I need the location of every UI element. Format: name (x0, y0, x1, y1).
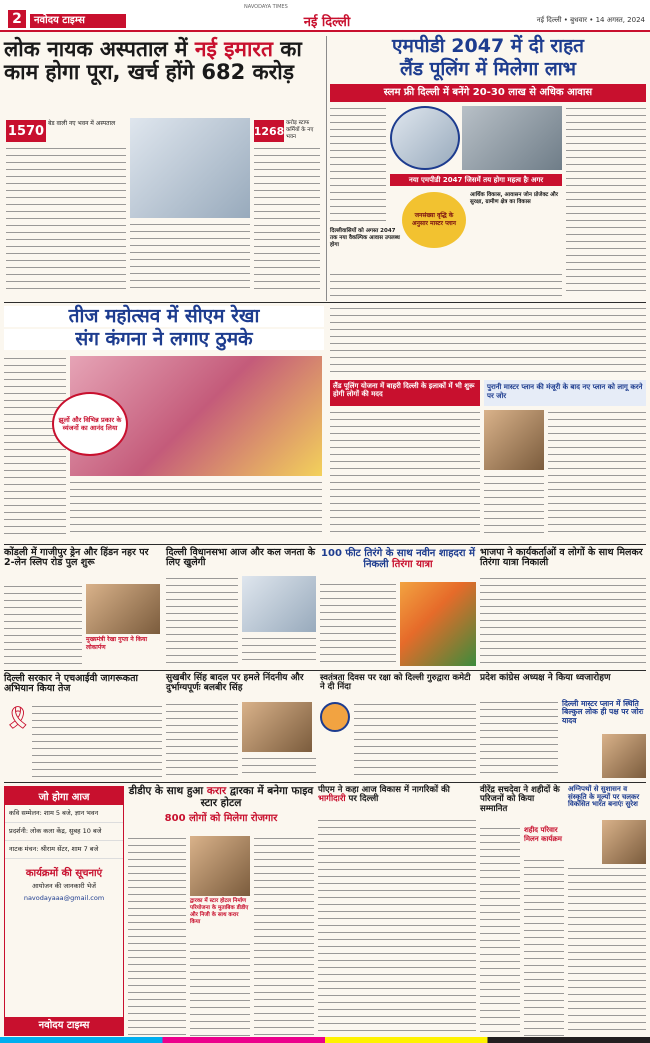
horizontal-rule-1 (4, 302, 646, 303)
tiranga-story (320, 548, 476, 666)
assembly-headline: दिल्ली विधानसभा आज और कल जनता के लिए खुलेगी (166, 547, 316, 569)
land-body-text (330, 306, 646, 376)
notice-email: navodayaaa@gmail.com (23, 894, 105, 902)
hospital-headline-part2: का काम होगा पूरा, खर्च होंगे 682 करोड़ (4, 37, 302, 85)
sukhbir-story (166, 674, 316, 778)
teej-story (4, 306, 324, 540)
bjp-yatra-headline: भाजपा ने कार्यकर्ताओं व लोगों के साथ मिलकर तिरंगा यात्रा निकाली (480, 547, 643, 569)
dwarka-headline-part1: डीडीए के साथ हुआ (128, 785, 204, 797)
sidebar-footer-brand: नवोदय टाइम्स (5, 1017, 123, 1035)
hospital-headline-part1: लोक नायक अस्पताल में (4, 37, 188, 61)
horizontal-rule-4 (4, 782, 646, 783)
hospital-story (4, 38, 322, 296)
mpd-body-text-2 (566, 106, 646, 296)
bjp-yatra-body-text (480, 576, 646, 666)
balbir-singh-photo (242, 702, 312, 752)
mpd-headline-line1: एमपीडी 2047 में दी राहत (392, 35, 584, 57)
congress-story (480, 674, 646, 696)
mpd-bubble (402, 192, 466, 248)
mpd-headline-line2: लैंड पूलिंग में मिलेगा लाभ (399, 57, 577, 80)
hospital-body-text (6, 146, 126, 292)
kondli-story (4, 548, 162, 666)
horizontal-rule-3 (4, 670, 646, 671)
events-sidebar (4, 786, 124, 1036)
hospital-headline-highlight: नई इमारत (194, 37, 273, 61)
mpd-story (330, 36, 646, 296)
paper-name: नवोदय टाइम्स (30, 14, 126, 28)
hospital-headline (4, 38, 322, 84)
congress-headline: प्रदेश कांग्रेस अध्यक्ष ने किया ध्वजारोहण (480, 673, 611, 683)
stat1-label: बेड वाली नए भवन में अस्पताल (48, 120, 116, 127)
land-body-text-3 (548, 410, 646, 538)
teej-headline-line2: संग कंगना ने लगाए ठुमके (4, 329, 324, 350)
hospital-body-text-3 (254, 146, 320, 292)
dwarka-body-text (128, 836, 186, 1036)
suresh-headline: अग्निपथों से सुशासन व संस्कृति के मूल्यों पर चलकर विकसित भारत बनाएंः सुरेश (568, 785, 640, 809)
suresh-body-text (568, 866, 646, 1036)
dwarka-headline-highlight: करार (206, 785, 227, 797)
section-title: नई दिल्ली (303, 15, 351, 30)
land-pooling-story (330, 306, 646, 540)
stat2-number: 1268 (254, 120, 284, 142)
assembly-building-photo (242, 576, 316, 632)
dwarka-subhead: 800 लोगों को मिलेगा रोजगार (164, 813, 278, 825)
date-line: नई दिल्ली • बुधवार • 14 अगस्त, 2024 (536, 16, 645, 24)
master-plan-story (562, 700, 646, 778)
dda-official-photo (190, 836, 250, 896)
teej-headline-line1: तीज महोत्सव में सीएम रेखा (4, 306, 324, 327)
hiv-body-text (32, 704, 162, 778)
land-headline: लैंड पूलिंग योजना में बाहरी दिल्ली के इलाकों में भी शुरू होगी लोगों की मदद (330, 380, 480, 406)
event-item-2: प्रदर्शनी: लोक कला केंद्र, सुबह 10 बजे (5, 823, 123, 841)
page-number: 2 (8, 10, 26, 28)
sachdeva-headline: वीरेंद्र सचदेवा ने शहीदों के परिजनों को किया सम्मानित (480, 785, 560, 814)
kondli-quote: मुख्यमंत्री रेखा गुप्ता ने किया लोकार्पण (86, 636, 148, 651)
sachdeva-body-text (480, 826, 520, 1036)
event-item-3: नाटक मंचन: श्रीराम सेंटर, शाम 7 बजे (5, 841, 123, 859)
hospital-rendering-image (130, 118, 250, 218)
events-title: जो होगा आज (5, 787, 123, 805)
event-item-1: कवि सम्मेलन: शाम 5 बजे, ज्ञान भवन (5, 805, 123, 823)
tiranga-headline-part1: 100 फीट तिरंगे के साथ नवीन शाहदरा में निकली (321, 548, 475, 570)
sukhbir-headline: सुखबीर सिंह बादल पर हमले निंदनीय और दुर्भाग्यपूर्णः बलबीर सिंह (166, 673, 304, 693)
pm-headline (318, 786, 476, 805)
cm-photo (86, 584, 160, 634)
mpd-body-text (330, 106, 386, 226)
pm-headline-part1: पीएम ने कहा आज विकास में नागरिकों की (318, 785, 450, 795)
stat1-number: 1570 (6, 120, 46, 142)
tiranga-headline (320, 548, 476, 570)
gurudwara-story (320, 674, 476, 778)
bjp-yatra-story (480, 548, 646, 666)
assembly-body-text (166, 576, 238, 666)
city-skyline-image (462, 106, 562, 170)
sukhbir-body-text-2 (242, 756, 316, 778)
hiv-headline: दिल्ली सरकार ने एचआईवी जागरूकता अभियान किया तेज (4, 673, 138, 695)
sachdeva-subhead: शहीद परिवार मिलन कार्यक्रम (524, 826, 562, 843)
horizontal-rule-2 (4, 544, 646, 545)
bottom-color-strip (0, 1037, 650, 1043)
red-ribbon-icon: 🎗 (4, 706, 32, 731)
pm-headline-highlight: भागीदारी (318, 794, 346, 805)
dwarka-headline-part2: द्वारका में बनेगा फाइव स्टार होटल (200, 785, 314, 809)
dwarka-headline (128, 786, 314, 809)
notice-title: कार्यक्रमों की सूचनाएं (25, 868, 103, 879)
small-caption: NAVODAYA TIMES (244, 4, 288, 10)
tiranga-photo (400, 582, 476, 666)
pm-body-text (318, 818, 476, 1036)
building-photo (484, 410, 544, 470)
dwarka-body-text-3 (254, 836, 314, 1036)
dwarka-body-text-2 (190, 942, 250, 1036)
mpd-body-text-3 (330, 272, 562, 296)
dwarka-story (128, 786, 314, 1036)
land-body-text-2 (330, 410, 480, 538)
mpd-note-left: दिल्लीवासियों को अगस्त 2047 तक नया वैकल्पिक आवास उपलब्ध होगा (330, 228, 400, 248)
pm-headline-part2: पर दिल्ली (348, 794, 379, 805)
assembly-body-text-2 (242, 636, 316, 666)
yadav-photo (602, 734, 646, 778)
sachdeva-body-text-2 (524, 858, 564, 1036)
gurudwara-emblem-icon (320, 702, 350, 732)
kondli-headline: कोंडली में गाजीपुर ड्रेन और हिंडन नहर पर 2-लेन स्लिप रोड पुल शुरू (4, 547, 149, 569)
column-divider (326, 36, 327, 301)
suresh-photo (602, 820, 646, 864)
dwarka-caption: द्वारका में स्टार होटल निर्माण परियोजना के मुताबिक डीडीए और निजी के साथ करार किया (190, 898, 249, 925)
masthead (0, 0, 650, 32)
assembly-story (166, 548, 316, 666)
teej-callout (52, 392, 128, 456)
pm-story (318, 786, 476, 1036)
hiv-story (4, 674, 162, 778)
notice-text: आयोजन की जानकारी भेजें (32, 882, 96, 890)
suresh-story (568, 786, 646, 1036)
sachdeva-story (480, 786, 646, 1036)
mpd-note-right: आर्थिक विकास, आवासन जोन प्रोजेक्ट और सुरक्षा, ग्रामीण क्षेत्र का विकास (470, 192, 559, 205)
land-body-text-4 (484, 474, 544, 538)
stat2-label: करोड़ स्टाफ कर्मियों के नए भवन (286, 120, 314, 140)
tiranga-body-text (320, 582, 396, 666)
mpd-subhead: स्लम फ्री दिल्ली में बनेंगे 20-30 लाख से अधिक आवास (330, 84, 646, 102)
master-plan-headline: दिल्ली मास्टर प्लान में स्थिति बिल्कुल लोक ही पक्ष पर जोरः यादव (562, 699, 644, 725)
gurudwara-body-text (354, 702, 476, 778)
congress-body-text (480, 700, 558, 778)
land-box-title: पुरानी मास्टर प्लान की मंजूरी के बाद नए प्लान को लागू करने पर जोर (484, 380, 646, 406)
teej-body-text-2 (70, 480, 322, 536)
dda-logo-image (390, 106, 460, 170)
sukhbir-body-text (166, 702, 238, 778)
kondli-body-text (4, 584, 82, 666)
gurudwara-headline: स्वतंत्रता दिवस पर रक्षा को दिल्ली गुरुद्वारा कमेटी ने दी निंदा (320, 673, 471, 693)
mpd-banner-caption: नया एमपीडी 2047 जिसमें तय होगा महत्व हैः अगर (390, 174, 562, 186)
mpd-bubble-text: जनसंख्या वृद्धि के अनुसार मास्टर प्लान (411, 212, 457, 227)
teej-body-text (4, 356, 66, 536)
hospital-body-text-2 (130, 222, 250, 292)
teej-callout-text: झूलों और विभिन्न प्रकार के व्यंजनों का आनंद लिया (58, 416, 122, 432)
tiranga-headline-highlight: तिरंगा यात्रा (392, 559, 433, 570)
